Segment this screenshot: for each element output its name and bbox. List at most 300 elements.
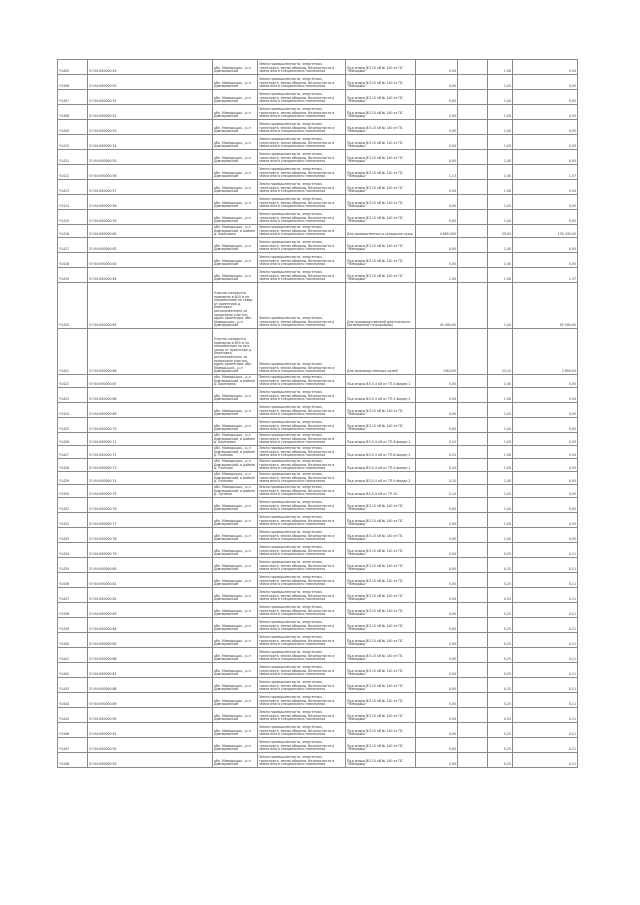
area-cell: 0,00 <box>416 418 458 433</box>
empty-cell <box>458 723 488 738</box>
area-cell: 0,00 <box>416 105 458 120</box>
tax-cell: 0,11 <box>513 708 578 723</box>
area-cell: 0,00 <box>416 498 458 513</box>
cad-cell: 57:04:000000:79 <box>88 543 213 558</box>
id-cell: Y1428 <box>58 459 88 472</box>
use-cell: Для производственных целей <box>346 329 416 375</box>
cad-cell: 57:04:000000:74 <box>88 472 213 485</box>
price-cell: 29,00 <box>488 225 513 238</box>
cad-cell: 57:04:000000:51 <box>88 90 213 105</box>
price-cell: 0,25 <box>488 573 513 588</box>
empty-cell <box>458 75 488 90</box>
id-cell: Y1418 <box>58 253 88 268</box>
type-cell: Земли промышленности, энергетики, транспорта, земли обороны, безопасности и земли иного специального назначения <box>258 165 346 180</box>
cad-cell: 57:04:000000:69 <box>88 403 213 418</box>
empty-cell <box>458 120 488 135</box>
type-cell: Земли промышленности, энергетики, транспорта, земли обороны, безопасности и земли иного специального назначения <box>258 648 346 663</box>
area-cell: 0,00 <box>416 738 458 753</box>
tax-cell: 0,05 <box>513 472 578 485</box>
use-cell: Под опоры ВЛ-0,4 кВ от ТП-8 фидер 2 <box>346 446 416 459</box>
empty-cell <box>458 693 488 708</box>
use-cell: Для производственной деятельности (размещение газопровода) <box>346 283 416 329</box>
price-cell: 1,00 <box>488 195 513 210</box>
table-body <box>58 60 578 768</box>
use-cell: Под опоры ВЛ-10 кВ № 140 от ПС "Мамадыш" <box>346 180 416 195</box>
empty-cell <box>458 388 488 403</box>
price-cell: 1,00 <box>488 60 513 75</box>
type-cell: Земли промышленности, энергетики, транспорта, земли обороны, безопасности и земли иного специального назначения <box>258 633 346 648</box>
use-cell: Под опоры ВЛ-10 кВ № 140 от ПС "Мамадыш" <box>346 693 416 708</box>
use-cell: Под опоры ВЛ-10 кВ № 140 от ПС "Мамадыш" <box>346 120 416 135</box>
empty-cell <box>458 472 488 485</box>
tax-cell: 0,11 <box>513 618 578 633</box>
price-cell: 1,00 <box>488 180 513 195</box>
use-cell: Под опоры ВЛ-10 кВ № 140 от ПС "Мамадыш" <box>346 195 416 210</box>
cad-cell: 57:04:000000:89 <box>88 693 213 708</box>
type-cell: Земли промышленности, энергетики, транспорта, земли обороны, безопасности и земли иного специального назначения <box>258 195 346 210</box>
use-cell: Под опоры ВЛ-0,4 кВ от ТП-9 фидер 1 <box>346 459 416 472</box>
type-cell: Земли промышленности, энергетики, транспорта, земли обороны, безопасности и земли иного специального назначения <box>258 528 346 543</box>
address-cell: обл. Мамадышск., р-н Дивноровский, в районе д. Ржаново <box>213 459 258 472</box>
price-cell: 23,10 <box>488 329 513 375</box>
table-row <box>58 558 578 573</box>
price-cell: 1,00 <box>488 253 513 268</box>
id-cell: Y1446 <box>58 723 88 738</box>
price-cell: 1,00 <box>488 446 513 459</box>
use-cell: Под опоры ВЛ-10 кВ № 140 от ПС "Мамадыш" <box>346 403 416 418</box>
table-row <box>58 708 578 723</box>
table-row <box>58 513 578 528</box>
type-cell: Земли промышленности, энергетики, транспорта, земли обороны, безопасности и земли иного специального назначения <box>258 433 346 446</box>
use-cell: Под опоры ВЛ-10 кВ № 140 от ПС "Мамадыш" <box>346 105 416 120</box>
address-cell: обл. Мамадышск., р-н Дивноровский <box>213 543 258 558</box>
address-cell: обл. Мамадышск., р-н Дивноровский, в районе д. Ржаново <box>213 472 258 485</box>
use-cell: Под опоры ВЛ-10 кВ № 140 от ПС "Мамадыш" <box>346 268 416 283</box>
cad-cell: 57:04:000000:78 <box>88 528 213 543</box>
cad-cell: 57:04:000000:83 <box>88 603 213 618</box>
table-row <box>58 753 578 768</box>
area-cell: 0,00 <box>416 195 458 210</box>
id-cell: Y1413 <box>58 180 88 195</box>
id-cell: Y1430 <box>58 485 88 498</box>
area-cell: 0,00 <box>416 603 458 618</box>
id-cell: Y1409 <box>58 120 88 135</box>
cad-cell: 57:04:000000:75 <box>88 485 213 498</box>
empty-cell <box>458 753 488 768</box>
area-cell: 0,00 <box>416 60 458 75</box>
price-cell: 0,25 <box>488 753 513 768</box>
cad-cell: 57:04:000000:60 <box>88 225 213 238</box>
area-cell: 4 665,000 <box>416 225 458 238</box>
id-cell: Y1433 <box>58 528 88 543</box>
price-cell: 0,25 <box>488 663 513 678</box>
empty-cell <box>458 253 488 268</box>
table-row <box>58 195 578 210</box>
table-row <box>58 648 578 663</box>
id-cell: Y1405 <box>58 60 88 75</box>
table-row <box>58 329 578 375</box>
cad-cell: 57:04:000000:72 <box>88 446 213 459</box>
id-cell: Y1424 <box>58 403 88 418</box>
empty-cell <box>458 573 488 588</box>
id-cell: Y1429 <box>58 472 88 485</box>
use-cell: Под опоры ВЛ-10 кВ № 140 от ПС "Мамадыш" <box>346 165 416 180</box>
area-cell: 0,00 <box>416 238 458 253</box>
tax-cell: 1,37 <box>513 268 578 283</box>
use-cell: Под опоры ВЛ-10 кВ № 140 от ПС "Мамадыш" <box>346 633 416 648</box>
use-cell: Под опоры ВЛ-10 кВ № 140 от ПС "Мамадыш" <box>346 150 416 165</box>
empty-cell <box>458 588 488 603</box>
empty-cell <box>458 633 488 648</box>
type-cell: Земли промышленности, энергетики, транспорта, земли обороны, безопасности и земли иного специального назначения <box>258 225 346 238</box>
id-cell: Y1411 <box>58 150 88 165</box>
use-cell: Под опоры ВЛ-10 кВ № 140 от ПС "Мамадыш" <box>346 753 416 768</box>
id-cell: Y1447 <box>58 738 88 753</box>
empty-cell <box>458 268 488 283</box>
address-cell: обл. Мамадышск., р-н Дивноровский <box>213 663 258 678</box>
tax-cell: 0,05 <box>513 75 578 90</box>
cad-cell: 57:04:000000:64 <box>88 268 213 283</box>
area-cell: 0,00 <box>416 753 458 768</box>
area-cell: 0,10 <box>416 459 458 472</box>
table-row <box>58 459 578 472</box>
area-cell: 0,00 <box>416 663 458 678</box>
tax-cell: 0,11 <box>513 753 578 768</box>
tax-cell: 0,05 <box>513 498 578 513</box>
table-row <box>58 238 578 253</box>
price-cell: 1,00 <box>488 513 513 528</box>
empty-cell <box>458 678 488 693</box>
price-cell: 0,25 <box>488 603 513 618</box>
table-row <box>58 498 578 513</box>
table-row <box>58 588 578 603</box>
cad-cell: 57:04:000000:71 <box>88 433 213 446</box>
tax-cell: 92 500,00 <box>513 283 578 329</box>
address-cell: Участок находится примерно в 600 м по направлению на север от ориентира д. Березовка, расположенного за пределами участка, адрес ориентира: обл. Мамадышск., р-н Дивноровский <box>213 283 258 329</box>
address-cell: обл. Мамадышск., р-н Дивноровский <box>213 738 258 753</box>
cad-cell: 57:04:000000:63 <box>88 253 213 268</box>
cad-cell: 57:04:000000:65 <box>88 283 213 329</box>
area-cell: 0,00 <box>416 678 458 693</box>
use-cell: Под опоры ВЛ-10 кВ № 140 от ПС "Мамадыш" <box>346 238 416 253</box>
use-cell: Под опоры ВЛ-0,4 кВ от ТП-5 фидер 1 <box>346 375 416 388</box>
tax-cell: 0,11 <box>513 558 578 573</box>
type-cell: Земли промышленности, энергетики, транспорта, земли обороны, безопасности и земли иного специального назначения <box>258 543 346 558</box>
tax-cell: 0,05 <box>513 105 578 120</box>
address-cell: обл. Мамадышск., р-н Дивноровский <box>213 238 258 253</box>
price-cell: 0,25 <box>488 558 513 573</box>
empty-cell <box>458 150 488 165</box>
use-cell: Под опоры ВЛ-10 кВ № 140 от ПС "Мамадыш" <box>346 573 416 588</box>
id-cell: Y1445 <box>58 708 88 723</box>
empty-cell <box>458 418 488 433</box>
empty-cell <box>458 708 488 723</box>
address-cell: обл. Мамадышск., р-н Дивноровский <box>213 268 258 283</box>
empty-cell <box>458 446 488 459</box>
id-cell: Y1431 <box>58 498 88 513</box>
price-cell: 0,25 <box>488 588 513 603</box>
id-cell: Y1435 <box>58 558 88 573</box>
area-cell: 158,000 <box>416 329 458 375</box>
id-cell: Y1421 <box>58 329 88 375</box>
type-cell: Земли промышленности, энергетики, транспорта, земли обороны, безопасности и земли иного специального назначения <box>258 418 346 433</box>
address-cell: обл. Мамадышск., р-н Дивноровский <box>213 573 258 588</box>
use-cell: Под опоры ВЛ-10 кВ № 140 от ПС "Мамадыш" <box>346 678 416 693</box>
tax-cell: 0,11 <box>513 723 578 738</box>
area-cell: 45 000,00 <box>416 283 458 329</box>
cad-cell: 57:04:000000:73 <box>88 459 213 472</box>
cad-cell: 57:04:000000:68 <box>88 388 213 403</box>
cad-cell: 57:04:000000:76 <box>88 498 213 513</box>
table-row <box>58 283 578 329</box>
area-cell: 0,10 <box>416 446 458 459</box>
table-row <box>58 105 578 120</box>
type-cell: Земли промышленности, энергетики, транспорта, земли обороны, безопасности и земли иного специального назначения <box>258 513 346 528</box>
tax-cell: 0,05 <box>513 418 578 433</box>
area-cell: 0,00 <box>416 150 458 165</box>
tax-cell: 0,05 <box>513 388 578 403</box>
id-cell: Y1423 <box>58 388 88 403</box>
area-cell: 0,00 <box>416 375 458 388</box>
empty-cell <box>458 225 488 238</box>
empty-cell <box>458 375 488 388</box>
table-row <box>58 485 578 498</box>
use-cell: Под опоры ВЛ-0,4 кВ от ТП-10 <box>346 485 416 498</box>
area-cell: 0,00 <box>416 588 458 603</box>
table-row <box>58 738 578 753</box>
empty-cell <box>458 738 488 753</box>
table-row <box>58 618 578 633</box>
table-row <box>58 253 578 268</box>
table-row <box>58 678 578 693</box>
use-cell: Для промышленных и складских нужд <box>346 225 416 238</box>
use-cell: Под опоры ВЛ-10 кВ № 140 от ПС "Мамадыш" <box>346 558 416 573</box>
table-row <box>58 418 578 433</box>
empty-cell <box>458 403 488 418</box>
price-cell: 1,00 <box>488 498 513 513</box>
address-cell: обл. Мамадышск., р-н Дивноровский <box>213 693 258 708</box>
area-cell: 0,00 <box>416 90 458 105</box>
tax-cell: 0,05 <box>513 210 578 225</box>
table-row <box>58 446 578 459</box>
id-cell: Y1420 <box>58 283 88 329</box>
price-cell: 1,00 <box>488 268 513 283</box>
address-cell: обл. Мамадышск., р-н Дивноровский <box>213 528 258 543</box>
tax-cell: 0,05 <box>513 60 578 75</box>
price-cell: 0,25 <box>488 618 513 633</box>
cad-cell: 57:04:000000:50 <box>88 75 213 90</box>
price-cell: 0,25 <box>488 708 513 723</box>
cad-cell: 57:04:000000:49 <box>88 60 213 75</box>
price-cell: 0,25 <box>488 543 513 558</box>
price-cell: 1,00 <box>488 403 513 418</box>
price-cell: 1,00 <box>488 165 513 180</box>
type-cell: Земли промышленности, энергетики, транспорта, земли обороны, безопасности и земли иного специального назначения <box>258 180 346 195</box>
tax-cell: 0,05 <box>513 459 578 472</box>
table-row <box>58 403 578 418</box>
area-cell: 0,00 <box>416 648 458 663</box>
empty-cell <box>458 433 488 446</box>
tax-cell: 0,05 <box>513 433 578 446</box>
empty-cell <box>458 648 488 663</box>
area-cell: 0,00 <box>416 75 458 90</box>
price-cell: 1,00 <box>488 105 513 120</box>
type-cell: Земли промышленности, энергетики, транспорта, земли обороны, безопасности и земли иного специального назначения <box>258 588 346 603</box>
tax-cell: 0,05 <box>513 180 578 195</box>
empty-cell <box>458 238 488 253</box>
cad-cell: 57:04:000000:67 <box>88 375 213 388</box>
area-cell: 0,00 <box>416 180 458 195</box>
use-cell: Под опоры ВЛ-10 кВ № 140 от ПС "Мамадыш" <box>346 90 416 105</box>
use-cell: Под опоры ВЛ-10 кВ № 140 от ПС "Мамадыш" <box>346 618 416 633</box>
type-cell: Земли промышленности, энергетики, транспорта, земли обороны, безопасности и земли иного специального назначения <box>258 388 346 403</box>
address-cell: обл. Мамадышск., р-н Дивноровский <box>213 388 258 403</box>
use-cell: Под опоры ВЛ-10 кВ № 140 от ПС "Мамадыш" <box>346 588 416 603</box>
price-cell: 1,00 <box>488 90 513 105</box>
use-cell: Под опоры ВЛ-10 кВ № 140 от ПС "Мамадыш" <box>346 498 416 513</box>
table-row <box>58 210 578 225</box>
area-cell: 0,10 <box>416 485 458 498</box>
empty-cell <box>458 105 488 120</box>
id-cell: Y1410 <box>58 135 88 150</box>
address-cell: Участок находится примерно в 850 м по направлению на юго-запад от ориентира д. Березовка, расположенного за пределами участка, адрес ориентира: обл. Мамадышск., р-н Дивноровский <box>213 329 258 375</box>
address-cell: обл. Мамадышск., р-н Дивноровский <box>213 678 258 693</box>
cad-cell: 57:04:000000:53 <box>88 120 213 135</box>
empty-cell <box>458 528 488 543</box>
id-cell: Y1406 <box>58 75 88 90</box>
id-cell: Y1414 <box>58 195 88 210</box>
empty-cell <box>458 195 488 210</box>
address-cell: обл. Мамадышск., р-н Дивноровский <box>213 723 258 738</box>
area-cell: 0,00 <box>416 120 458 135</box>
id-cell: Y1439 <box>58 618 88 633</box>
price-cell: 1,00 <box>488 375 513 388</box>
use-cell: Под опоры ВЛ-10 кВ № 140 от ПС "Мамадыш" <box>346 75 416 90</box>
tax-cell: 0,05 <box>513 403 578 418</box>
cad-cell: 57:04:000000:85 <box>88 633 213 648</box>
table-row <box>58 375 578 388</box>
use-cell: Под опоры ВЛ-10 кВ № 140 от ПС "Мамадыш" <box>346 418 416 433</box>
table-row <box>58 472 578 485</box>
cad-cell: 57:04:000000:55 <box>88 150 213 165</box>
address-cell: обл. Мамадышск., р-н Дивноровский <box>213 135 258 150</box>
id-cell: Y1417 <box>58 238 88 253</box>
use-cell: Под опоры ВЛ-10 кВ № 140 от ПС "Мамадыш" <box>346 603 416 618</box>
tax-cell: 0,11 <box>513 648 578 663</box>
type-cell: Земли промышленности, энергетики, транспорта, земли обороны, безопасности и земли иного специального назначения <box>258 459 346 472</box>
table-row <box>58 135 578 150</box>
address-cell: обл. Мамадышск., р-н Дивноровский <box>213 498 258 513</box>
use-cell: Под опоры ВЛ-0,4 кВ от ТП-8 фидер 1 <box>346 433 416 446</box>
use-cell: Под опоры ВЛ-10 кВ № 140 от ПС "Мамадыш" <box>346 738 416 753</box>
type-cell: Земли промышленности, энергетики, транспорта, земли обороны, безопасности и земли иного специального назначения <box>258 708 346 723</box>
type-cell: Земли промышленности, энергетики, транспорта, земли обороны, безопасности и земли иного специального назначения <box>258 723 346 738</box>
address-cell: обл. Мамадышск., р-н Дивноровский <box>213 210 258 225</box>
area-cell: 0,00 <box>416 543 458 558</box>
price-cell: 1,00 <box>488 388 513 403</box>
area-cell: 0,00 <box>416 693 458 708</box>
price-cell: 1,00 <box>488 120 513 135</box>
table-row <box>58 603 578 618</box>
type-cell: Земли промышленности, энергетики, транспорта, земли обороны, безопасности и земли иного специального назначения <box>258 60 346 75</box>
cad-cell: 57:04:000000:77 <box>88 513 213 528</box>
type-cell: Земли промышленности, энергетики, транспорта, земли обороны, безопасности и земли иного специального назначения <box>258 618 346 633</box>
address-cell: обл. Мамадышск., р-н Дивноровский <box>213 403 258 418</box>
use-cell: Под опоры ВЛ-10 кВ № 140 от ПС "Мамадыш" <box>346 135 416 150</box>
type-cell: Земли промышленности, энергетики, транспорта, земли обороны, безопасности и земли иного специального назначения <box>258 678 346 693</box>
cad-cell: 57:04:000000:80 <box>88 558 213 573</box>
cad-cell: 57:04:000000:52 <box>88 105 213 120</box>
address-cell: обл. Мамадышск., р-н Дивноровский <box>213 90 258 105</box>
price-cell: 1,00 <box>488 283 513 329</box>
tax-cell: 1,37 <box>513 165 578 180</box>
id-cell: Y1443 <box>58 678 88 693</box>
area-cell: 0,00 <box>416 618 458 633</box>
address-cell: обл. Мамадышск., р-н Дивноровский <box>213 418 258 433</box>
id-cell: Y1407 <box>58 90 88 105</box>
type-cell: Земли промышленности, энергетики, транспорта, земли обороны, безопасности и земли иного специального назначения <box>258 738 346 753</box>
cad-cell: 57:04:000000:62 <box>88 238 213 253</box>
area-cell: 0,00 <box>416 528 458 543</box>
cad-cell: 57:04:000000:59 <box>88 210 213 225</box>
address-cell: обл. Мамадышск., р-н Дивноровский <box>213 75 258 90</box>
table-row <box>58 225 578 238</box>
id-cell: Y1422 <box>58 375 88 388</box>
price-cell: 0,25 <box>488 693 513 708</box>
price-cell: 1,00 <box>488 75 513 90</box>
address-cell: обл. Мамадышск., р-н Дивноровский <box>213 180 258 195</box>
address-cell: обл. Мамадышск., р-н Дивноровский, в районе д. Березовка <box>213 433 258 446</box>
table-row <box>58 528 578 543</box>
tax-cell: 130 435,00 <box>513 225 578 238</box>
empty-cell <box>458 663 488 678</box>
id-cell: Y1440 <box>58 633 88 648</box>
price-cell: 1,00 <box>488 528 513 543</box>
table-row <box>58 388 578 403</box>
use-cell: Под опоры ВЛ-10 кВ № 140 от ПС "Мамадыш" <box>346 513 416 528</box>
area-cell: 0,00 <box>416 253 458 268</box>
use-cell: Под опоры ВЛ-10 кВ № 140 от ПС "Мамадыш" <box>346 648 416 663</box>
id-cell: Y1416 <box>58 225 88 238</box>
tax-cell: 0,11 <box>513 663 578 678</box>
empty-cell <box>458 513 488 528</box>
cad-cell: 57:04:000000:87 <box>88 663 213 678</box>
id-cell: Y1432 <box>58 513 88 528</box>
address-cell: обл. Мамадышск., р-н Дивноровский <box>213 253 258 268</box>
empty-cell <box>458 180 488 195</box>
use-cell: Под опоры ВЛ-10 кВ № 140 от ПС "Мамадыш" <box>346 528 416 543</box>
id-cell: Y1419 <box>58 268 88 283</box>
tax-cell: 0,11 <box>513 603 578 618</box>
use-cell: Под опоры ВЛ-10 кВ № 140 от ПС "Мамадыш" <box>346 60 416 75</box>
area-cell: 0,00 <box>416 135 458 150</box>
id-cell: Y1436 <box>58 573 88 588</box>
type-cell: Земли промышленности, энергетики, транспорта, земли обороны, безопасности и земли иного специального назначения <box>258 603 346 618</box>
type-cell: Земли промышленности, энергетики, транспорта, земли обороны, безопасности и земли иного специального назначения <box>258 753 346 768</box>
cad-cell: 57:04:000000:92 <box>88 738 213 753</box>
tax-cell: 0,11 <box>513 693 578 708</box>
cad-cell: 57:04:000000:90 <box>88 708 213 723</box>
use-cell: Под опоры ВЛ-10 кВ № 140 от ПС "Мамадыш" <box>346 210 416 225</box>
address-cell: обл. Мамадышск., р-н Дивноровский <box>213 603 258 618</box>
area-cell: 0,00 <box>416 210 458 225</box>
tax-cell: 0,11 <box>513 633 578 648</box>
type-cell: Земли промышленности, энергетики, транспорта, земли обороны, безопасности и земли иного специального назначения <box>258 120 346 135</box>
use-cell: Под опоры ВЛ-10 кВ № 140 от ПС "Мамадыш" <box>346 723 416 738</box>
type-cell: Земли промышленности, энергетики, транспорта, земли обороны, безопасности и земли иного специального назначения <box>258 663 346 678</box>
use-cell: Под опоры ВЛ-10 кВ № 140 от ПС "Мамадыш" <box>346 253 416 268</box>
area-cell: 0,00 <box>416 558 458 573</box>
